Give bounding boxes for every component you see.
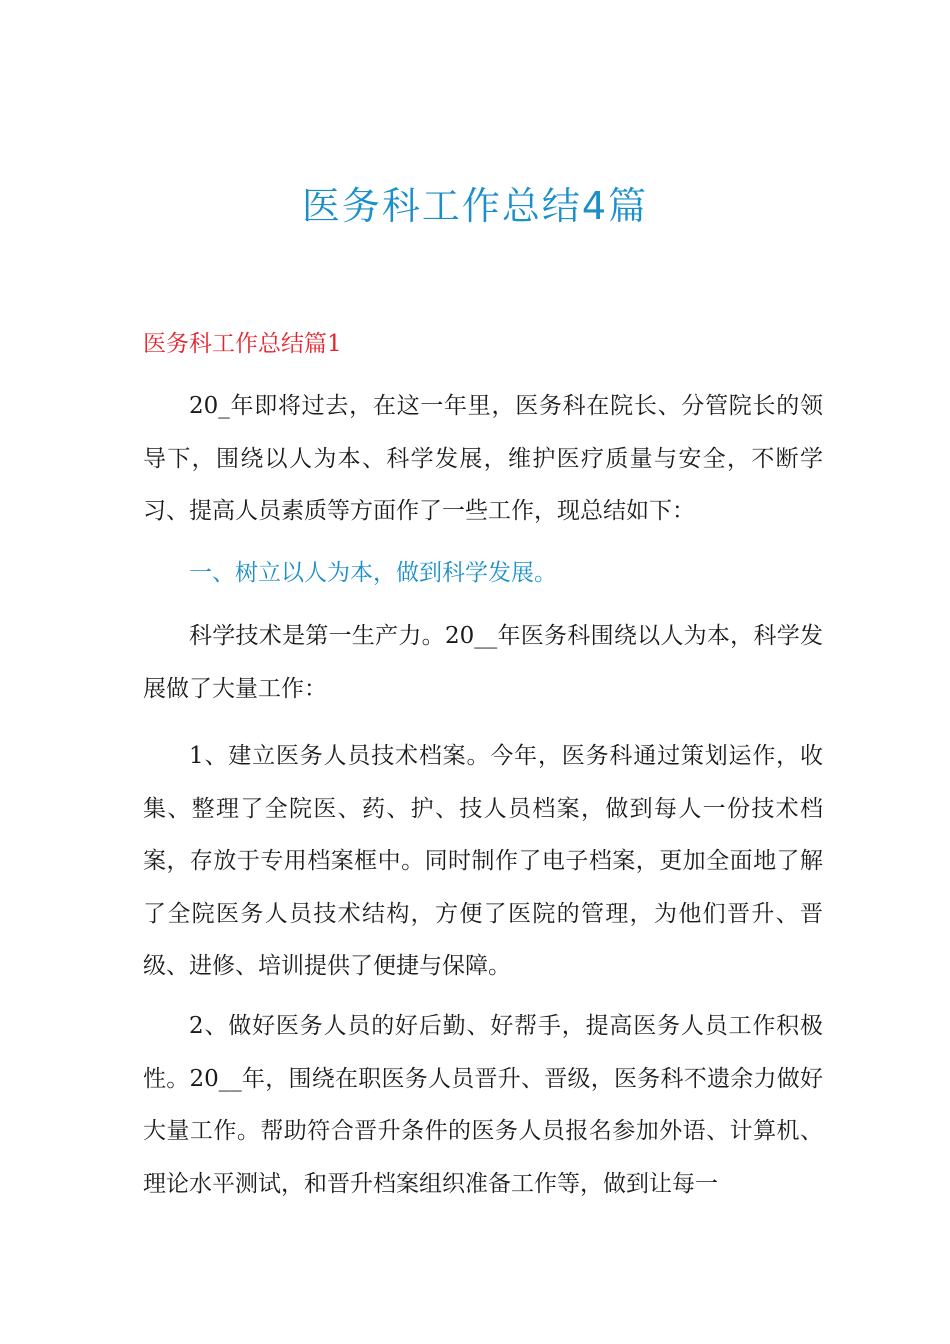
- paragraph-item-1: 1、建立医务人员技术档案。今年，医务科通过策划运作，收集、整理了全院医、药、护、技人员档案，做到每人一份技术档案，存放于专用档案框中。同时制作了电子档案，更加全面地了解了全院医务人员技术结构，方便了医院的管理，为他们晋升、晋级、进修、培训提供了便捷与保障。: [143, 743, 823, 979]
- section-title: 医务科工作总结篇1: [143, 331, 342, 357]
- paragraph-science: 科学技术是第一生产力。20__年医务科围绕以人为本，科学发展做了大量工作：: [143, 623, 823, 702]
- subheading-1: 一、树立以人为本，做到科学发展。: [189, 560, 557, 586]
- document-title: 医务科工作总结4篇: [301, 184, 649, 228]
- paragraph-intro: 20_年即将过去，在这一年里，医务科在院长、分管院长的领导下，围绕以人为本、科学发展，维护医疗质量与安全，不断学习、提高人员素质等方面作了一些工作，现总结如下：: [143, 393, 823, 524]
- paragraph-item-2: 2、做好医务人员的好后勤、好帮手，提高医务人员工作积极性。20__年，围绕在职医务人员晋升、晋级，医务科不遗余力做好大量工作。帮助符合晋升条件的医务人员报名参加外语、计算机、理论水平测试，和晋升档案组织准备工作等，做到让每一: [143, 1013, 823, 1197]
